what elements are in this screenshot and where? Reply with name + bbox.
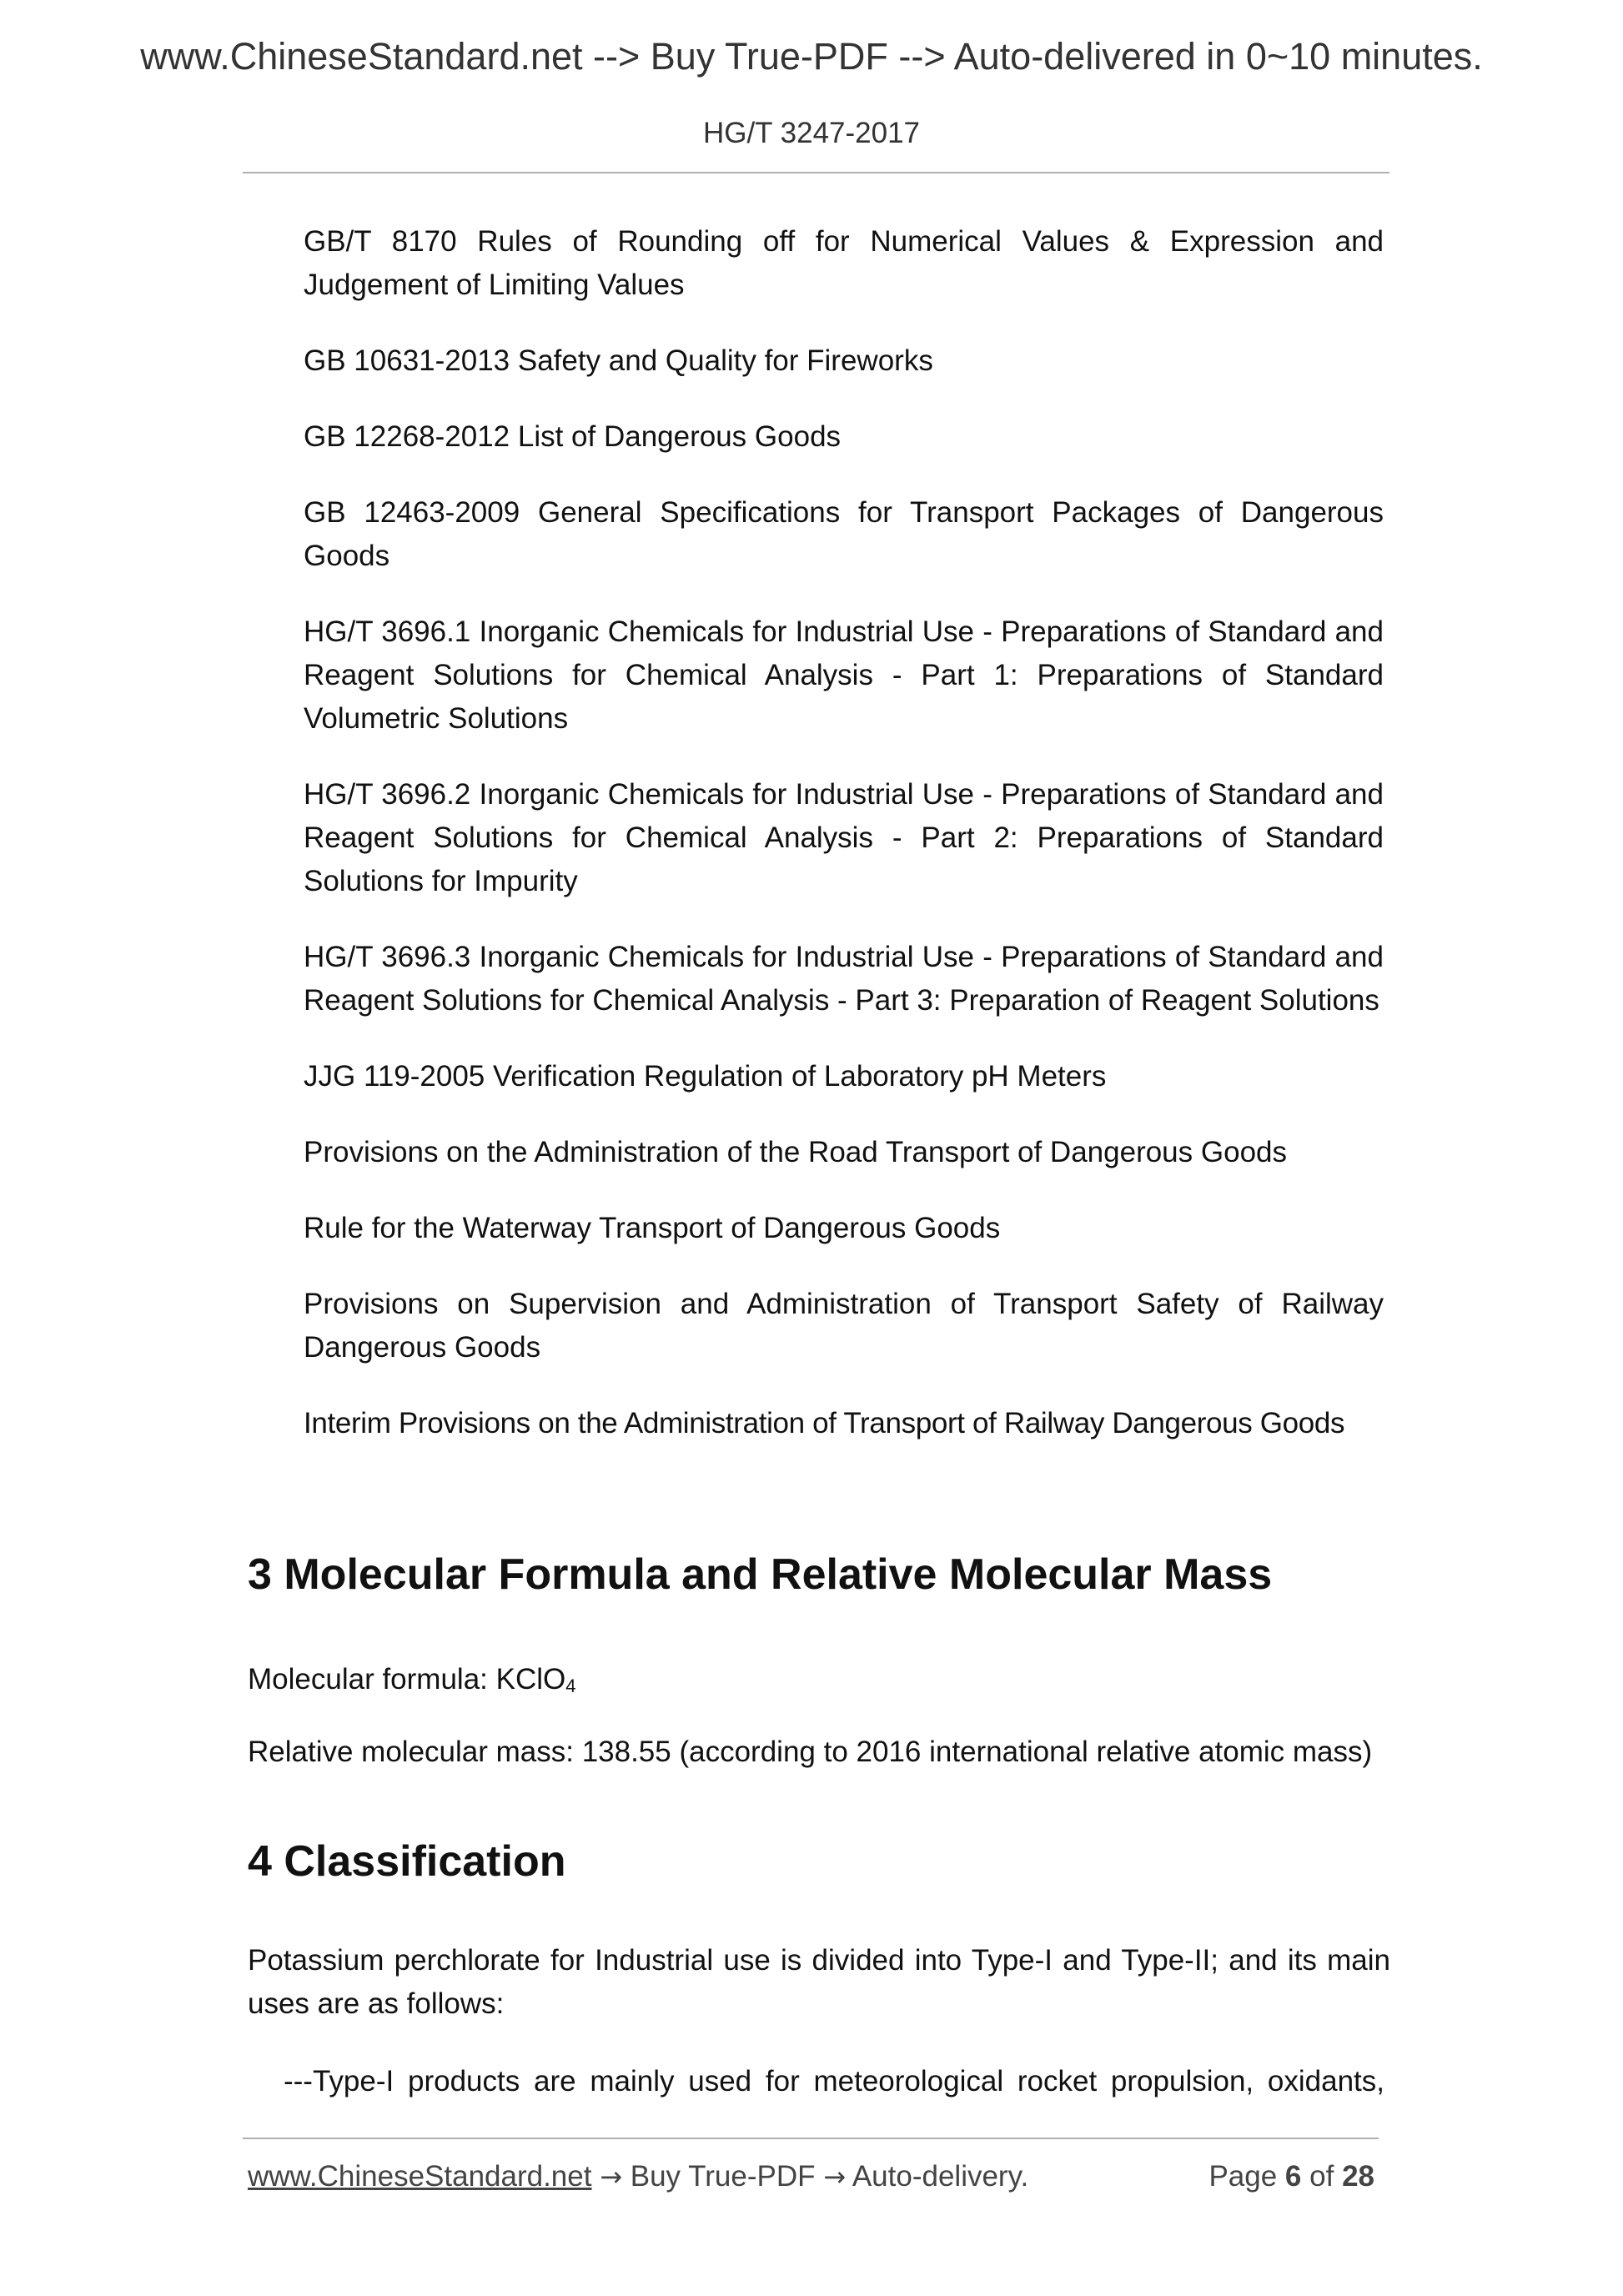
reference-item: HG/T 3696.1 Inorganic Chemicals for Industrial Use - Preparations of Standard and Reagent Solutions for Chemical Analysis - Part 1: Preparations of Standard Volumetric Solutions (304, 615, 1384, 735)
reference-item: GB 12463-2009 General Specifications for Transport Packages of Dangerous Goods (304, 496, 1384, 572)
reference-item: GB 12268-2012 List of Dangerous Goods (304, 420, 842, 453)
reference-item: Provisions on the Administration of the Road Transport of Dangerous Goods (304, 1136, 1287, 1168)
molecular-mass-line (248, 1731, 1390, 1774)
reference-item: JJG 119-2005 Verification Regulation of Laboratory pH Meters (304, 1060, 1107, 1093)
section-4-heading: 4 Classification (248, 1837, 566, 1886)
reference-item: GB/T 8170 Rules of Rounding off for Numerical Values & Expression and Judgement of Limiting Values (304, 225, 1384, 301)
reference-item: Rule for the Waterway Transport of Dangerous Goods (304, 1212, 1001, 1244)
type-1-uses-text: ---Type-I products are mainly used for meteorological rocket propulsion, oxidants, (284, 2065, 1384, 2098)
page-total: 28 (1342, 2160, 1374, 2193)
section-3 (248, 1548, 1390, 1601)
reference-item: Provisions on Supervision and Administration of Transport Safety of Railway Dangerous Goods (304, 1288, 1384, 1364)
page-footer (248, 2160, 1379, 2193)
footer-divider (243, 2138, 1379, 2139)
arrow-right-icon: → (600, 2161, 623, 2193)
classification-intro-text: Potassium perchlorate for Industrial use is divided into Type-I and Type-II; and its main uses are as follows: (248, 1944, 1390, 2020)
reference-item: HG/T 3696.3 Inorganic Chemicals for Industrial Use - Preparations of Standard and Reagent Solutions for Chemical Analysis - Part 3: Preparation of Reagent Solutions (304, 941, 1384, 1017)
molecular-mass-text: Relative molecular mass: 138.55 (according to 2016 international relative atomic mass) (248, 1736, 1373, 1768)
footer-buy-text: Buy True-PDF (630, 2160, 816, 2193)
page-indicator (1208, 2160, 1374, 2193)
molecular-formula-label: Molecular formula: KClO (248, 1663, 566, 1696)
header-divider (243, 172, 1389, 173)
footer-auto-text: Auto-delivery. (852, 2160, 1029, 2193)
section-3-heading: 3 Molecular Formula and Relative Molecular Mass (248, 1550, 1273, 1599)
molecular-formula-line (248, 1658, 1390, 1708)
arrow-right-icon: → (823, 2161, 847, 2193)
of-word: of (1309, 2160, 1334, 2193)
section-4 (248, 1835, 1390, 1888)
top-banner: www.ChineseStandard.net --> Buy True-PDF --> Auto-delivered in 0~10 minutes. (140, 35, 1483, 78)
formula-subscript: 4 (565, 1676, 576, 1696)
page-current: 6 (1284, 2160, 1302, 2193)
normative-references-list (304, 220, 1384, 1478)
reference-item: GB 10631-2013 Safety and Quality for Fireworks (304, 344, 933, 377)
footer-site-link[interactable]: www.ChineseStandard.net (248, 2160, 592, 2193)
reference-item: Interim Provisions on the Administration of Transport of Railway Dangerous Goods (304, 1407, 1345, 1439)
reference-item: HG/T 3696.2 Inorganic Chemicals for Industrial Use - Preparations of Standard and Reagent Solutions for Chemical Analysis - Part 2: Preparations of Standard Solutions for Impurity (304, 778, 1384, 897)
classification-intro (248, 1939, 1390, 2026)
document-code: HG/T 3247-2017 (702, 117, 921, 149)
page-word: Page (1208, 2160, 1278, 2193)
